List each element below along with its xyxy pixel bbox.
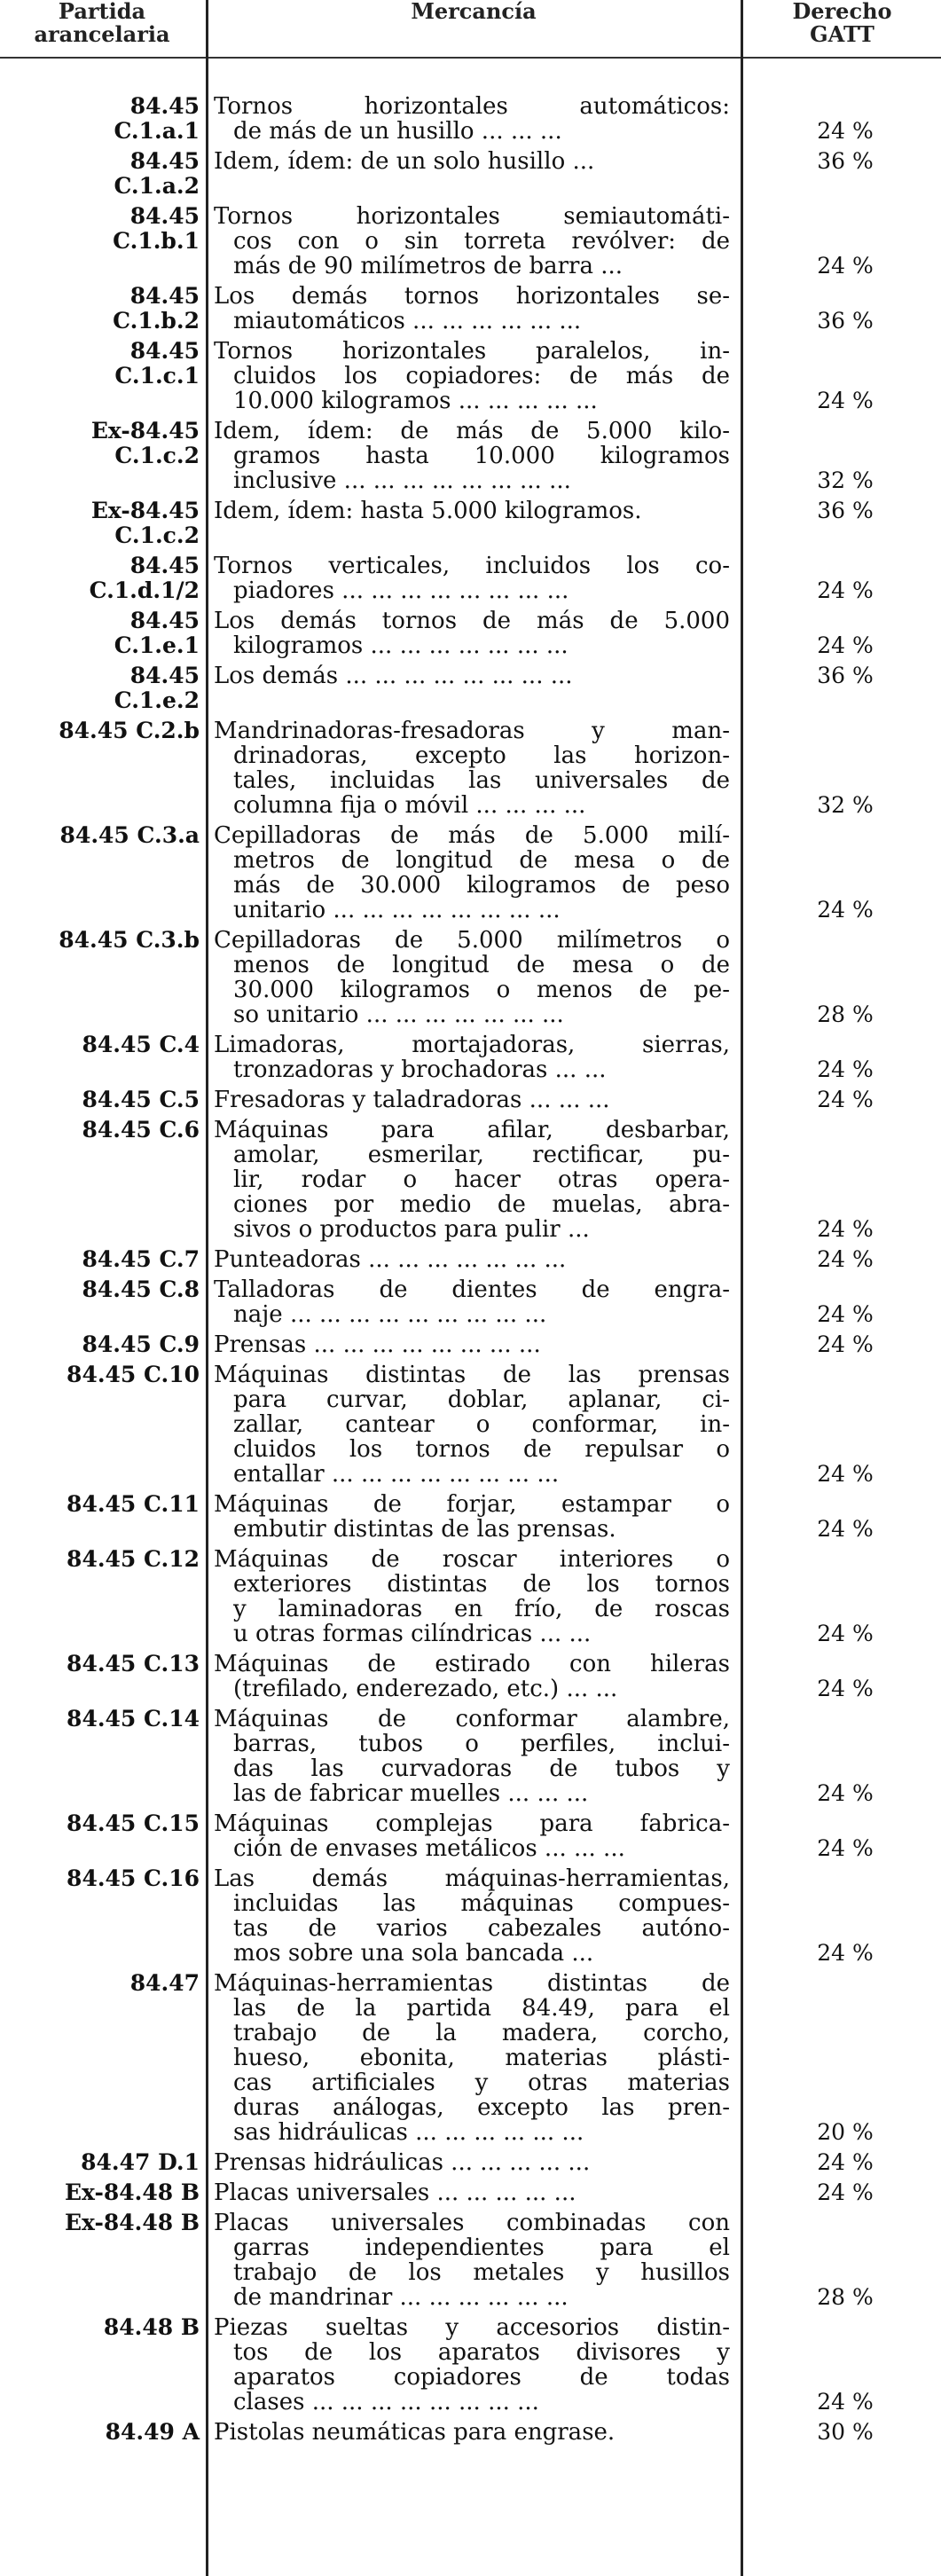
description-line: aparatos copiadores de todas bbox=[233, 2364, 730, 2391]
tariff-code-line: 84.45 bbox=[129, 608, 200, 633]
description-line: cas artificiales y otras materias bbox=[233, 2069, 730, 2096]
description-line: Los demás tornos de más de 5.000 bbox=[214, 608, 730, 634]
tariff-row bbox=[0, 928, 941, 1027]
description-line: exteriores distintas de los tornos bbox=[233, 1571, 730, 1598]
merchandise-description bbox=[214, 823, 730, 923]
tariff-code-line: 84.45 bbox=[129, 338, 200, 364]
description-line: clases ... ... ... ... ... ... ... ... bbox=[233, 2389, 539, 2415]
tariff-row bbox=[0, 2211, 941, 2310]
tariff-code bbox=[0, 1652, 200, 1677]
header-divider bbox=[0, 57, 941, 59]
tariff-code bbox=[0, 2420, 200, 2445]
gatt-rate: 24 % bbox=[817, 1621, 874, 1646]
description-line: u otras formas cilíndricas ... ... bbox=[233, 1621, 592, 1647]
merchandise-description bbox=[214, 2150, 730, 2175]
tariff-row bbox=[0, 1707, 941, 1806]
description-line: y laminadoras en frío, de roscas bbox=[233, 1596, 730, 1622]
description-line: columna fija o móvil ... ... ... ... bbox=[233, 792, 586, 819]
tariff-row bbox=[0, 1971, 941, 2145]
description-line: Tornos verticales, incluidos los co- bbox=[214, 553, 730, 579]
gatt-rate: 24 % bbox=[817, 2149, 874, 2175]
description-line: Máquinas para afilar, desbarbar, bbox=[214, 1117, 730, 1143]
tariff-row bbox=[0, 664, 941, 713]
merchandise-description bbox=[214, 1247, 730, 1272]
tariff-code-line: C.1.e.1 bbox=[114, 632, 200, 658]
tariff-row bbox=[0, 1652, 941, 1701]
tariff-code-line: 84.45 C.8 bbox=[82, 1276, 200, 1302]
tariff-code bbox=[0, 719, 200, 743]
gatt-rate: 20 % bbox=[817, 2119, 874, 2145]
tariff-code-line: 84.45 bbox=[129, 203, 200, 229]
tariff-code bbox=[0, 204, 200, 254]
description-line: trabajo de los metales y husillos bbox=[233, 2259, 730, 2286]
description-line: cos con o sin torreta revólver: de bbox=[233, 228, 730, 255]
description-line: Máquinas de estirado con hileras bbox=[214, 1651, 730, 1677]
tariff-row bbox=[0, 1332, 941, 1357]
description-line: menos de longitud de mesa o de bbox=[233, 952, 730, 978]
tariff-code-line: 84.48 B bbox=[103, 2314, 200, 2340]
tariff-code-line: 84.45 bbox=[129, 553, 200, 578]
merchandise-description bbox=[214, 1118, 730, 1242]
description-line: Prensas hidráulicas ... ... ... ... ... bbox=[214, 2149, 591, 2176]
tariff-code-line: 84.45 C.12 bbox=[67, 1546, 200, 1572]
description-line: Máquinas complejas para fabrica- bbox=[214, 1810, 730, 1837]
description-line: metros de longitud de mesa o de bbox=[233, 847, 730, 874]
tariff-code bbox=[0, 419, 200, 468]
tariff-code-line: 84.45 C.4 bbox=[82, 1032, 200, 1057]
gatt-rate: 24 % bbox=[817, 632, 874, 658]
merchandise-description bbox=[214, 1971, 730, 2145]
description-line: inclusive ... ... ... ... ... ... ... ... bbox=[233, 467, 571, 494]
description-line: 30.000 kilogramos o menos de pe- bbox=[233, 977, 730, 1003]
description-line: Tornos horizontales paralelos, in- bbox=[214, 338, 730, 365]
tariff-code bbox=[0, 928, 200, 953]
tariff-code bbox=[0, 1332, 200, 1357]
tariff-row bbox=[0, 2315, 941, 2415]
description-line: naje ... ... ... ... ... ... ... ... ... bbox=[233, 1301, 547, 1328]
description-line: Idem, ídem: de un solo husillo ... bbox=[214, 148, 595, 175]
description-line: Mandrinadoras-fresadoras y man- bbox=[214, 718, 730, 744]
tariff-code bbox=[0, 1363, 200, 1387]
description-line: sas hidráulicas ... ... ... ... ... ... bbox=[233, 2119, 584, 2146]
tariff-row bbox=[0, 1363, 941, 1487]
tariff-code bbox=[0, 609, 200, 658]
tariff-code-line: 84.45 C.9 bbox=[82, 1331, 200, 1357]
tariff-code-line: 84.45 C.6 bbox=[82, 1117, 200, 1143]
merchandise-description bbox=[214, 554, 730, 603]
tariff-code bbox=[0, 1277, 200, 1302]
description-line: sivos o productos para pulir ... bbox=[233, 1216, 590, 1243]
tariff-row bbox=[0, 1088, 941, 1112]
description-line: unitario ... ... ... ... ... ... ... ... bbox=[233, 897, 561, 923]
description-line: 10.000 kilogramos ... ... ... ... ... bbox=[233, 388, 598, 414]
merchandise-description bbox=[214, 1652, 730, 1701]
tariff-code-line: C.1.e.2 bbox=[114, 687, 200, 713]
merchandise-description bbox=[214, 1277, 730, 1327]
merchandise-description bbox=[214, 2315, 730, 2415]
merchandise-description bbox=[214, 284, 730, 334]
description-line: miautomáticos ... ... ... ... ... ... bbox=[233, 308, 582, 334]
gatt-rate: 24 % bbox=[817, 1246, 874, 1272]
tariff-row bbox=[0, 499, 941, 548]
tariff-row bbox=[0, 1247, 941, 1272]
tariff-row bbox=[0, 2180, 941, 2205]
description-line: hueso, ebonita, materias plásti- bbox=[233, 2045, 730, 2071]
description-line: Idem, ídem: de más de 5.000 kilo- bbox=[214, 418, 730, 444]
tariff-code-line: C.1.c.2 bbox=[114, 522, 200, 548]
tariff-code bbox=[0, 2180, 200, 2205]
header-derecho-line2: GATT bbox=[810, 21, 874, 47]
gatt-rate: 32 % bbox=[817, 792, 874, 818]
merchandise-description bbox=[214, 1866, 730, 1966]
merchandise-description bbox=[214, 2211, 730, 2310]
gatt-rate: 36 % bbox=[817, 148, 874, 174]
tariff-code bbox=[0, 1971, 200, 1996]
merchandise-description bbox=[214, 928, 730, 1027]
description-line: Idem, ídem: hasta 5.000 kilogramos. bbox=[214, 498, 642, 524]
tariff-code bbox=[0, 1547, 200, 1572]
description-line: Fresadoras y taladradoras ... ... ... bbox=[214, 1087, 610, 1113]
header-mercancia bbox=[208, 0, 740, 23]
description-line: Máquinas de forjar, estampar o bbox=[214, 1491, 730, 1518]
tariff-code-line: 84.45 C.10 bbox=[67, 1362, 200, 1387]
merchandise-description bbox=[214, 1492, 730, 1542]
tariff-code-line: C.1.b.2 bbox=[113, 308, 200, 334]
tariff-row bbox=[0, 1547, 941, 1646]
tariff-row bbox=[0, 1866, 941, 1966]
tariff-code-line: 84.45 C.14 bbox=[67, 1706, 200, 1732]
gatt-rate: 24 % bbox=[817, 2389, 874, 2415]
merchandise-description bbox=[214, 1033, 730, 1082]
description-line: las de la partida 84.49, para el bbox=[233, 1995, 730, 2022]
description-line: Las demás máquinas-herramientas, bbox=[214, 1865, 730, 1892]
gatt-rate: 36 % bbox=[817, 308, 874, 334]
description-line: cluidos los tornos de repulsar o bbox=[233, 1436, 730, 1463]
description-line: mos sobre una sola bancada ... bbox=[233, 1940, 594, 1967]
merchandise-description bbox=[214, 1088, 730, 1112]
tariff-code-line: 84.45 C.2.b bbox=[59, 718, 200, 743]
gatt-rate: 24 % bbox=[817, 1516, 874, 1542]
description-line: más de 30.000 kilogramos de peso bbox=[233, 872, 730, 899]
description-line: Punteadoras ... ... ... ... ... ... ... bbox=[214, 1246, 567, 1273]
merchandise-description bbox=[214, 204, 730, 279]
tariff-code-line: 84.45 bbox=[129, 663, 200, 688]
gatt-rate: 24 % bbox=[817, 1301, 874, 1327]
gatt-rate: 28 % bbox=[817, 2284, 874, 2310]
description-line: das las curvadoras de tubos y bbox=[233, 1755, 730, 1782]
tariff-code bbox=[0, 1492, 200, 1517]
gatt-rate: 24 % bbox=[817, 1331, 874, 1357]
tariff-code-line: 84.47 bbox=[129, 1970, 200, 1996]
description-line: de más de un husillo ... ... ... bbox=[233, 118, 562, 145]
tariff-code bbox=[0, 1811, 200, 1836]
merchandise-description bbox=[214, 2420, 730, 2445]
gatt-rate: 24 % bbox=[817, 1940, 874, 1966]
gatt-rate: 24 % bbox=[817, 1461, 874, 1487]
description-line: Cepilladoras de más de 5.000 milí- bbox=[214, 822, 730, 849]
tariff-code-line: 84.45 C.15 bbox=[67, 1810, 200, 1836]
merchandise-description bbox=[214, 339, 730, 413]
tariff-code bbox=[0, 1088, 200, 1112]
description-line: tronzadoras y brochadoras ... ... bbox=[233, 1056, 607, 1083]
gatt-rate: 24 % bbox=[817, 388, 874, 413]
header-partida bbox=[0, 0, 204, 46]
tariff-code-line: 84.45 C.13 bbox=[67, 1651, 200, 1677]
description-line: kilogramos ... ... ... ... ... ... ... bbox=[233, 632, 569, 659]
description-line: barras, tubos o perfiles, inclui- bbox=[233, 1731, 730, 1757]
tariff-code bbox=[0, 284, 200, 334]
gatt-rate: 32 % bbox=[817, 467, 874, 493]
description-line: Los demás tornos horizontales se- bbox=[214, 283, 730, 310]
merchandise-description bbox=[214, 1332, 730, 1357]
description-line: Tornos horizontales semiautomáti- bbox=[214, 203, 730, 230]
tariff-code-line: 84.45 C.5 bbox=[82, 1087, 200, 1112]
description-line: Placas universales combinadas con bbox=[214, 2210, 730, 2236]
tariff-row bbox=[0, 204, 941, 279]
description-line: Placas universales ... ... ... ... ... bbox=[214, 2179, 576, 2206]
gatt-rate: 36 % bbox=[817, 663, 874, 688]
gatt-rate: 24 % bbox=[817, 1087, 874, 1112]
header-partida-line1: Partida bbox=[58, 0, 146, 24]
tariff-code bbox=[0, 1247, 200, 1272]
description-line: gramos hasta 10.000 kilogramos bbox=[233, 443, 730, 469]
description-line: Máquinas de conformar alambre, bbox=[214, 1706, 730, 1732]
merchandise-description bbox=[214, 94, 730, 144]
description-line: garras independientes para el bbox=[233, 2234, 730, 2261]
tariff-code-line: Ex-84.45 bbox=[90, 498, 200, 523]
description-line: drinadoras, excepto las horizon- bbox=[233, 742, 730, 769]
tariff-row bbox=[0, 1277, 941, 1327]
tariff-code-line: C.1.c.2 bbox=[114, 443, 200, 468]
description-line: so unitario ... ... ... ... ... ... ... bbox=[233, 1001, 564, 1028]
tariff-code-line: 84.45 C.7 bbox=[82, 1246, 200, 1272]
tariff-row bbox=[0, 1033, 941, 1082]
description-line: incluidas las máquinas compues- bbox=[233, 1890, 730, 1917]
tariff-row bbox=[0, 554, 941, 603]
tariff-code-line: 84.45 bbox=[129, 283, 200, 309]
gatt-rate: 28 % bbox=[817, 1001, 874, 1027]
merchandise-description bbox=[214, 1547, 730, 1646]
description-line: tales, incluidas las universales de bbox=[233, 767, 730, 794]
tariff-row bbox=[0, 94, 941, 144]
gatt-rate: 30 % bbox=[817, 2419, 874, 2445]
gatt-rate: 24 % bbox=[817, 897, 874, 923]
description-line: Los demás ... ... ... ... ... ... ... ... bbox=[214, 663, 573, 689]
tariff-code bbox=[0, 1707, 200, 1732]
gatt-rate: 24 % bbox=[817, 1056, 874, 1082]
tariff-code-line: 84.45 C.16 bbox=[67, 1865, 200, 1891]
description-line: para curvar, doblar, aplanar, ci- bbox=[233, 1386, 730, 1413]
tariff-code-line: 84.45 C.3.b bbox=[59, 927, 200, 953]
description-line: Tornos horizontales automáticos: bbox=[214, 93, 730, 120]
description-line: ción de envases metálicos ... ... ... bbox=[233, 1835, 625, 1862]
tariff-code-line: 84.49 A bbox=[105, 2419, 200, 2445]
gatt-rate: 24 % bbox=[817, 1216, 874, 1242]
description-line: tos de los aparatos divisores y bbox=[233, 2339, 730, 2366]
tariff-code-line: Ex-84.48 B bbox=[64, 2210, 200, 2235]
tariff-code-line: C.1.a.2 bbox=[114, 173, 200, 199]
header-derecho bbox=[743, 0, 941, 46]
merchandise-description bbox=[214, 499, 730, 523]
tariff-code-line: C.1.b.1 bbox=[113, 228, 200, 254]
tariff-row bbox=[0, 2420, 941, 2445]
tariff-row bbox=[0, 823, 941, 923]
tariff-code bbox=[0, 1118, 200, 1143]
description-line: cluidos los copiadores: de más de bbox=[233, 363, 730, 389]
merchandise-description bbox=[214, 609, 730, 658]
tariff-code bbox=[0, 2315, 200, 2340]
tariff-row bbox=[0, 419, 941, 493]
description-line: duras análogas, excepto las pren- bbox=[233, 2094, 730, 2121]
tariff-code-line: C.1.a.1 bbox=[114, 118, 200, 144]
tariff-code bbox=[0, 94, 200, 144]
merchandise-description bbox=[214, 664, 730, 688]
description-line: (trefilado, enderezado, etc.) ... ... bbox=[233, 1676, 618, 1702]
description-line: de mandrinar ... ... ... ... ... ... bbox=[233, 2284, 569, 2311]
description-line: piadores ... ... ... ... ... ... ... ... bbox=[233, 577, 569, 604]
tariff-code bbox=[0, 664, 200, 713]
merchandise-description bbox=[214, 149, 730, 174]
description-line: Talladoras de dientes de engra- bbox=[214, 1276, 730, 1303]
gatt-rate: 24 % bbox=[817, 2179, 874, 2205]
gatt-rate: 24 % bbox=[817, 253, 874, 279]
description-line: Prensas ... ... ... ... ... ... ... ... bbox=[214, 1331, 541, 1358]
gatt-rate: 24 % bbox=[817, 118, 874, 144]
tariff-code bbox=[0, 1033, 200, 1057]
description-line: Cepilladoras de 5.000 milímetros o bbox=[214, 927, 730, 954]
header-derecho-line1: Derecho bbox=[792, 0, 892, 24]
tariff-code-line: C.1.d.1/2 bbox=[89, 577, 200, 603]
tariff-code bbox=[0, 554, 200, 603]
description-line: amolar, esmerilar, rectificar, pu- bbox=[233, 1142, 730, 1168]
tariff-code bbox=[0, 2211, 200, 2235]
merchandise-description bbox=[214, 2180, 730, 2205]
gatt-rate: 24 % bbox=[817, 1780, 874, 1806]
tariff-code bbox=[0, 823, 200, 848]
gatt-rate: 36 % bbox=[817, 498, 874, 523]
description-line: embutir distintas de las prensas. bbox=[233, 1516, 616, 1543]
header-partida-line2: arancelaria bbox=[34, 21, 170, 47]
merchandise-description bbox=[214, 1811, 730, 1861]
tariff-code bbox=[0, 149, 200, 199]
tariff-row bbox=[0, 284, 941, 334]
tariff-code-line: 84.45 bbox=[129, 93, 200, 119]
description-line: más de 90 milímetros de barra ... bbox=[233, 253, 623, 279]
tariff-code-line: 84.45 C.11 bbox=[67, 1491, 200, 1517]
description-line: Pistolas neumáticas para engrase. bbox=[214, 2419, 616, 2446]
tariff-row bbox=[0, 609, 941, 658]
tariff-code-line: 84.45 bbox=[129, 148, 200, 174]
description-line: tas de varios cabezales autóno- bbox=[233, 1915, 730, 1942]
gatt-rate: 24 % bbox=[817, 1835, 874, 1861]
description-line: Máquinas distintas de las prensas bbox=[214, 1362, 730, 1388]
description-line: zallar, cantear o conformar, in- bbox=[233, 1411, 730, 1438]
tariff-row bbox=[0, 149, 941, 199]
merchandise-description bbox=[214, 1363, 730, 1487]
tariff-row bbox=[0, 1811, 941, 1861]
tariff-row bbox=[0, 1118, 941, 1242]
tariff-code bbox=[0, 339, 200, 389]
tariff-code-line: Ex-84.45 bbox=[90, 418, 200, 444]
tariff-row bbox=[0, 2150, 941, 2175]
header-mercancia-label: Mercancía bbox=[411, 0, 537, 24]
tariff-row bbox=[0, 339, 941, 413]
description-line: lir, rodar o hacer otras opera- bbox=[233, 1166, 730, 1193]
description-line: Piezas sueltas y accesorios distin- bbox=[214, 2314, 730, 2341]
tariff-code-line: Ex-84.48 B bbox=[64, 2179, 200, 2205]
tariff-code bbox=[0, 499, 200, 548]
description-line: Limadoras, mortajadoras, sierras, bbox=[214, 1032, 730, 1058]
tariff-row bbox=[0, 719, 941, 818]
merchandise-description bbox=[214, 719, 730, 818]
tariff-code bbox=[0, 2150, 200, 2175]
gatt-rate: 24 % bbox=[817, 577, 874, 603]
tariff-code-line: 84.45 C.3.a bbox=[59, 822, 200, 848]
tariff-code bbox=[0, 1866, 200, 1891]
tariff-code-line: 84.47 D.1 bbox=[81, 2149, 200, 2175]
merchandise-description bbox=[214, 1707, 730, 1806]
merchandise-description bbox=[214, 419, 730, 493]
gatt-rate: 24 % bbox=[817, 1676, 874, 1701]
description-line: ciones por medio de muelas, abra- bbox=[233, 1191, 730, 1218]
description-line: las de fabricar muelles ... ... ... bbox=[233, 1780, 589, 1807]
tariff-code-line: C.1.c.1 bbox=[114, 363, 200, 389]
description-line: entallar ... ... ... ... ... ... ... ... bbox=[233, 1461, 560, 1488]
description-line: trabajo de la madera, corcho, bbox=[233, 2020, 730, 2046]
tariff-row bbox=[0, 1492, 941, 1542]
description-line: Máquinas de roscar interiores o bbox=[214, 1546, 730, 1573]
description-line: Máquinas-herramientas distintas de bbox=[214, 1970, 730, 1997]
